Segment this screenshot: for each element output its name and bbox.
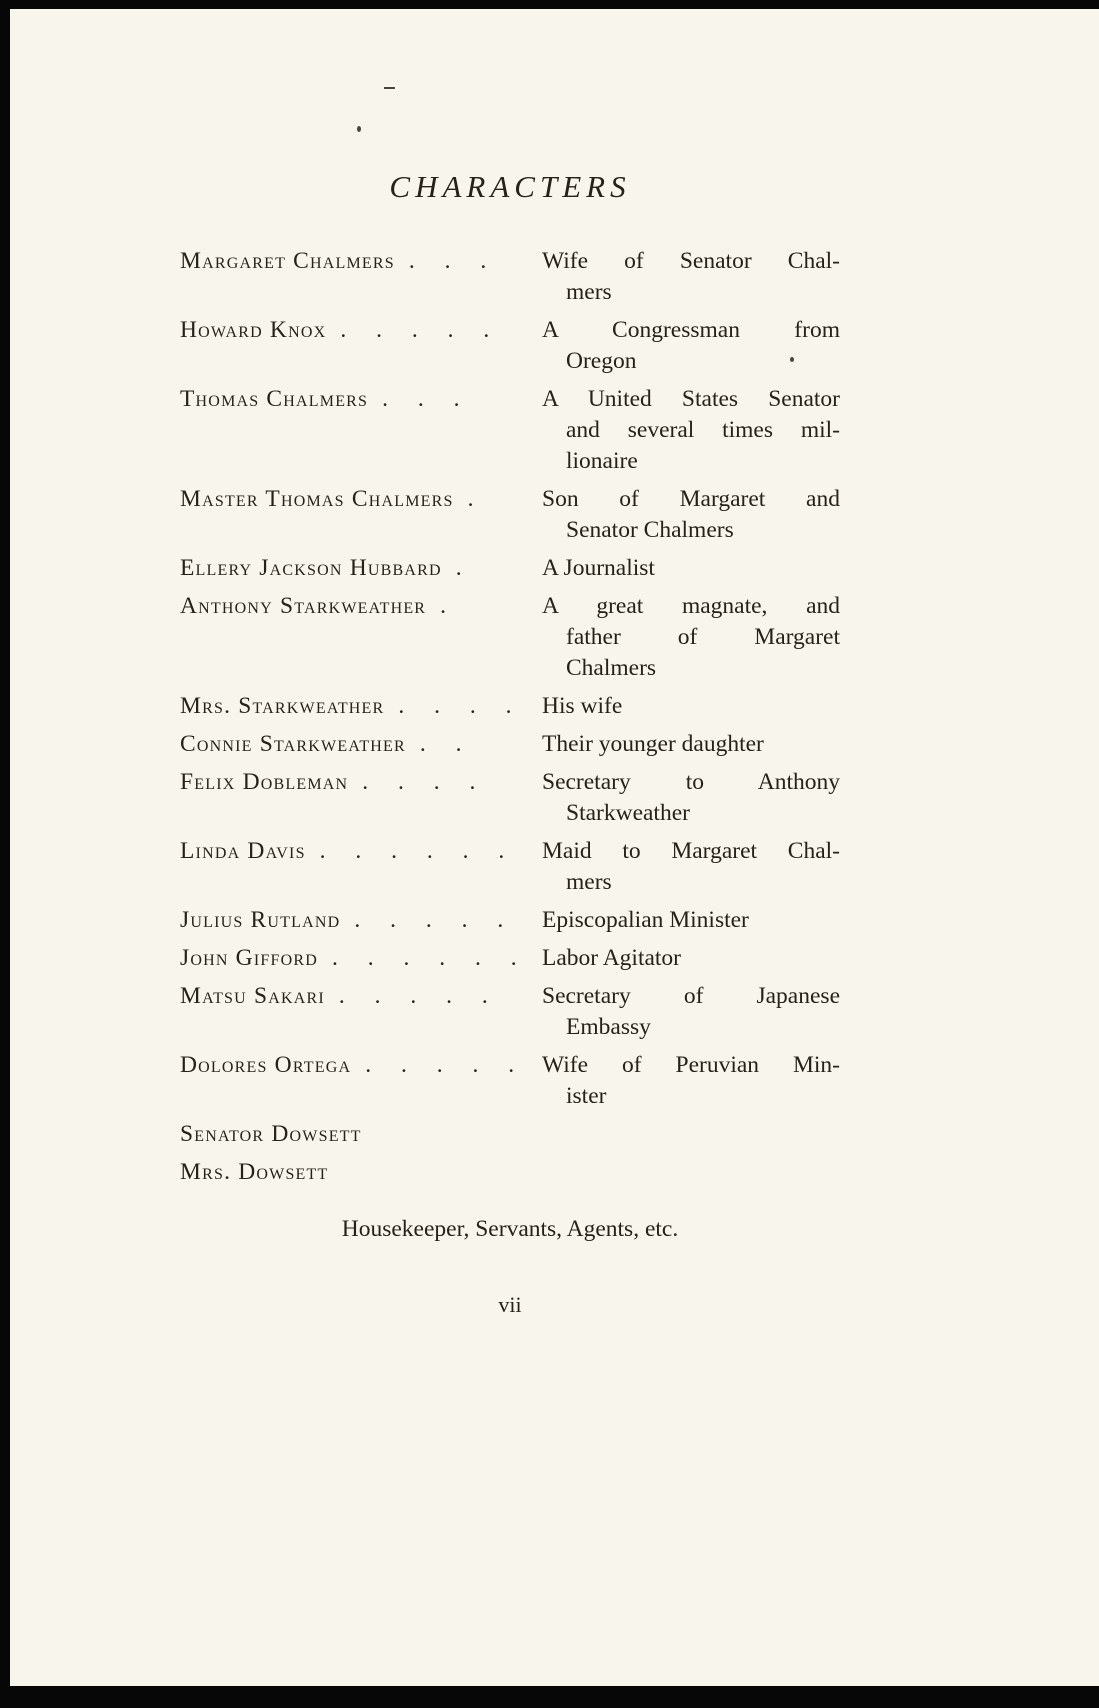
scan-edge-bottom [0, 1686, 1099, 1708]
character-row [180, 767, 840, 829]
character-name: Felix Dobleman [180, 769, 349, 795]
scan-artifact [357, 126, 361, 132]
dot-leader: . [440, 593, 447, 619]
description-line: Wife of Peruvian Min- [542, 1052, 840, 1078]
description-line: Starkweather [566, 800, 690, 826]
description-line: Oregon [566, 348, 637, 374]
description-line: ister [566, 1083, 607, 1109]
character-name-cell [180, 943, 542, 974]
character-name: Dolores Ortega [180, 1052, 352, 1078]
character-row [180, 943, 840, 974]
character-row [180, 729, 840, 760]
description-line: A Congressman from [542, 317, 840, 343]
dot-leader: . [467, 486, 474, 512]
character-row [180, 484, 840, 546]
description-line: A Journalist [542, 555, 655, 581]
character-name: Margaret Chalmers [180, 248, 395, 274]
description-line: lionaire [566, 448, 638, 474]
character-description [542, 905, 840, 936]
description-line: Secretary of Japanese [542, 983, 840, 1009]
ensemble-note: Housekeeper, Servants, Agents, etc. [341, 1216, 679, 1242]
character-name: Anthony Starkweather [180, 593, 427, 619]
character-name: Ellery Jackson Hubbard [180, 555, 442, 581]
dot-leader: . . . . . [338, 983, 488, 1009]
character-description [542, 591, 840, 684]
page-content [180, 168, 840, 1319]
character-description [542, 1050, 840, 1112]
character-name: Master Thomas Chalmers [180, 486, 454, 512]
page-title: CHARACTERS [389, 169, 631, 204]
dot-leader: . . . . [398, 693, 512, 719]
character-description [542, 246, 840, 308]
description-line: Maid to Margaret Chal- [542, 838, 840, 864]
character-row [180, 553, 840, 584]
character-description [542, 315, 840, 377]
dot-leader: . . . . . . [319, 838, 505, 864]
character-name-cell [180, 591, 542, 684]
character-description [542, 836, 840, 898]
character-name-cell [180, 246, 542, 308]
description-line: and several times mil- [566, 417, 840, 443]
character-row [180, 315, 840, 377]
character-name-cell [180, 905, 542, 936]
character-row [180, 246, 840, 308]
character-row [180, 1119, 840, 1150]
character-description [542, 1157, 840, 1188]
character-name-cell [180, 691, 542, 722]
character-row [180, 1157, 840, 1188]
scan-edge-top [0, 0, 1099, 9]
character-description [542, 384, 840, 477]
character-name: Mrs. Starkweather [180, 693, 385, 719]
character-name: Thomas Chalmers [180, 386, 369, 412]
description-line: A United States Senator [542, 386, 840, 412]
dot-leader: . . . . . . [331, 945, 517, 971]
character-name-cell [180, 553, 542, 584]
scan-artifact [384, 87, 395, 89]
dot-leader: . . . . . [340, 317, 490, 343]
character-name: Howard Knox [180, 317, 327, 343]
page-number: vii [498, 1292, 522, 1317]
character-name-cell [180, 767, 542, 829]
description-line: Episcopalian Minister [542, 907, 749, 933]
character-name: Linda Davis [180, 838, 306, 864]
character-description [542, 981, 840, 1043]
description-line: Chalmers [566, 655, 657, 681]
description-line: Their younger daughter [542, 731, 764, 757]
description-line: A great magnate, and [542, 593, 840, 619]
character-name-cell [180, 1157, 542, 1188]
character-description [542, 729, 840, 760]
description-line: Senator Chalmers [566, 517, 734, 543]
character-description [542, 691, 840, 722]
character-name: John Gifford [180, 945, 318, 971]
scan-edge-left [0, 0, 10, 1708]
dot-leader: . . [419, 731, 462, 757]
description-line: Son of Margaret and [542, 486, 840, 512]
character-row [180, 384, 840, 477]
character-name: Julius Rutland [180, 907, 341, 933]
character-name-cell [180, 484, 542, 546]
dot-leader: . . . . [362, 769, 476, 795]
character-description [542, 943, 840, 974]
description-line: Secretary to Anthony [542, 769, 840, 795]
character-name: Connie Starkweather [180, 731, 406, 757]
character-name-cell [180, 384, 542, 477]
character-row [180, 591, 840, 684]
character-name: Matsu Sakari [180, 983, 325, 1009]
character-name-cell [180, 729, 542, 760]
character-row [180, 981, 840, 1043]
character-row [180, 1050, 840, 1112]
character-description [542, 767, 840, 829]
dot-leader: . . . . . [354, 907, 504, 933]
dot-leader: . . . . . [365, 1052, 515, 1078]
character-description [542, 484, 840, 546]
character-name-cell [180, 1050, 542, 1112]
character-name: Senator Dowsett [180, 1121, 362, 1147]
character-name: Mrs. Dowsett [180, 1159, 329, 1185]
description-line: Embassy [566, 1014, 651, 1040]
character-row [180, 836, 840, 898]
character-row [180, 905, 840, 936]
description-line: Labor Agitator [542, 945, 682, 971]
dot-leader: . [455, 555, 462, 581]
character-name-cell [180, 1119, 542, 1150]
dot-leader: . . . [382, 386, 460, 412]
character-description [542, 1119, 840, 1150]
description-line: mers [566, 279, 612, 305]
description-line: mers [566, 869, 612, 895]
description-line: His wife [542, 693, 623, 719]
character-description [542, 553, 840, 584]
description-line: father of Margaret [566, 624, 840, 650]
character-name-cell [180, 981, 542, 1043]
character-name-cell [180, 315, 542, 377]
character-row [180, 691, 840, 722]
description-line: Wife of Senator Chal- [542, 248, 840, 274]
dot-leader: . . . [408, 248, 487, 274]
characters-list [180, 246, 840, 1188]
character-name-cell [180, 836, 542, 898]
